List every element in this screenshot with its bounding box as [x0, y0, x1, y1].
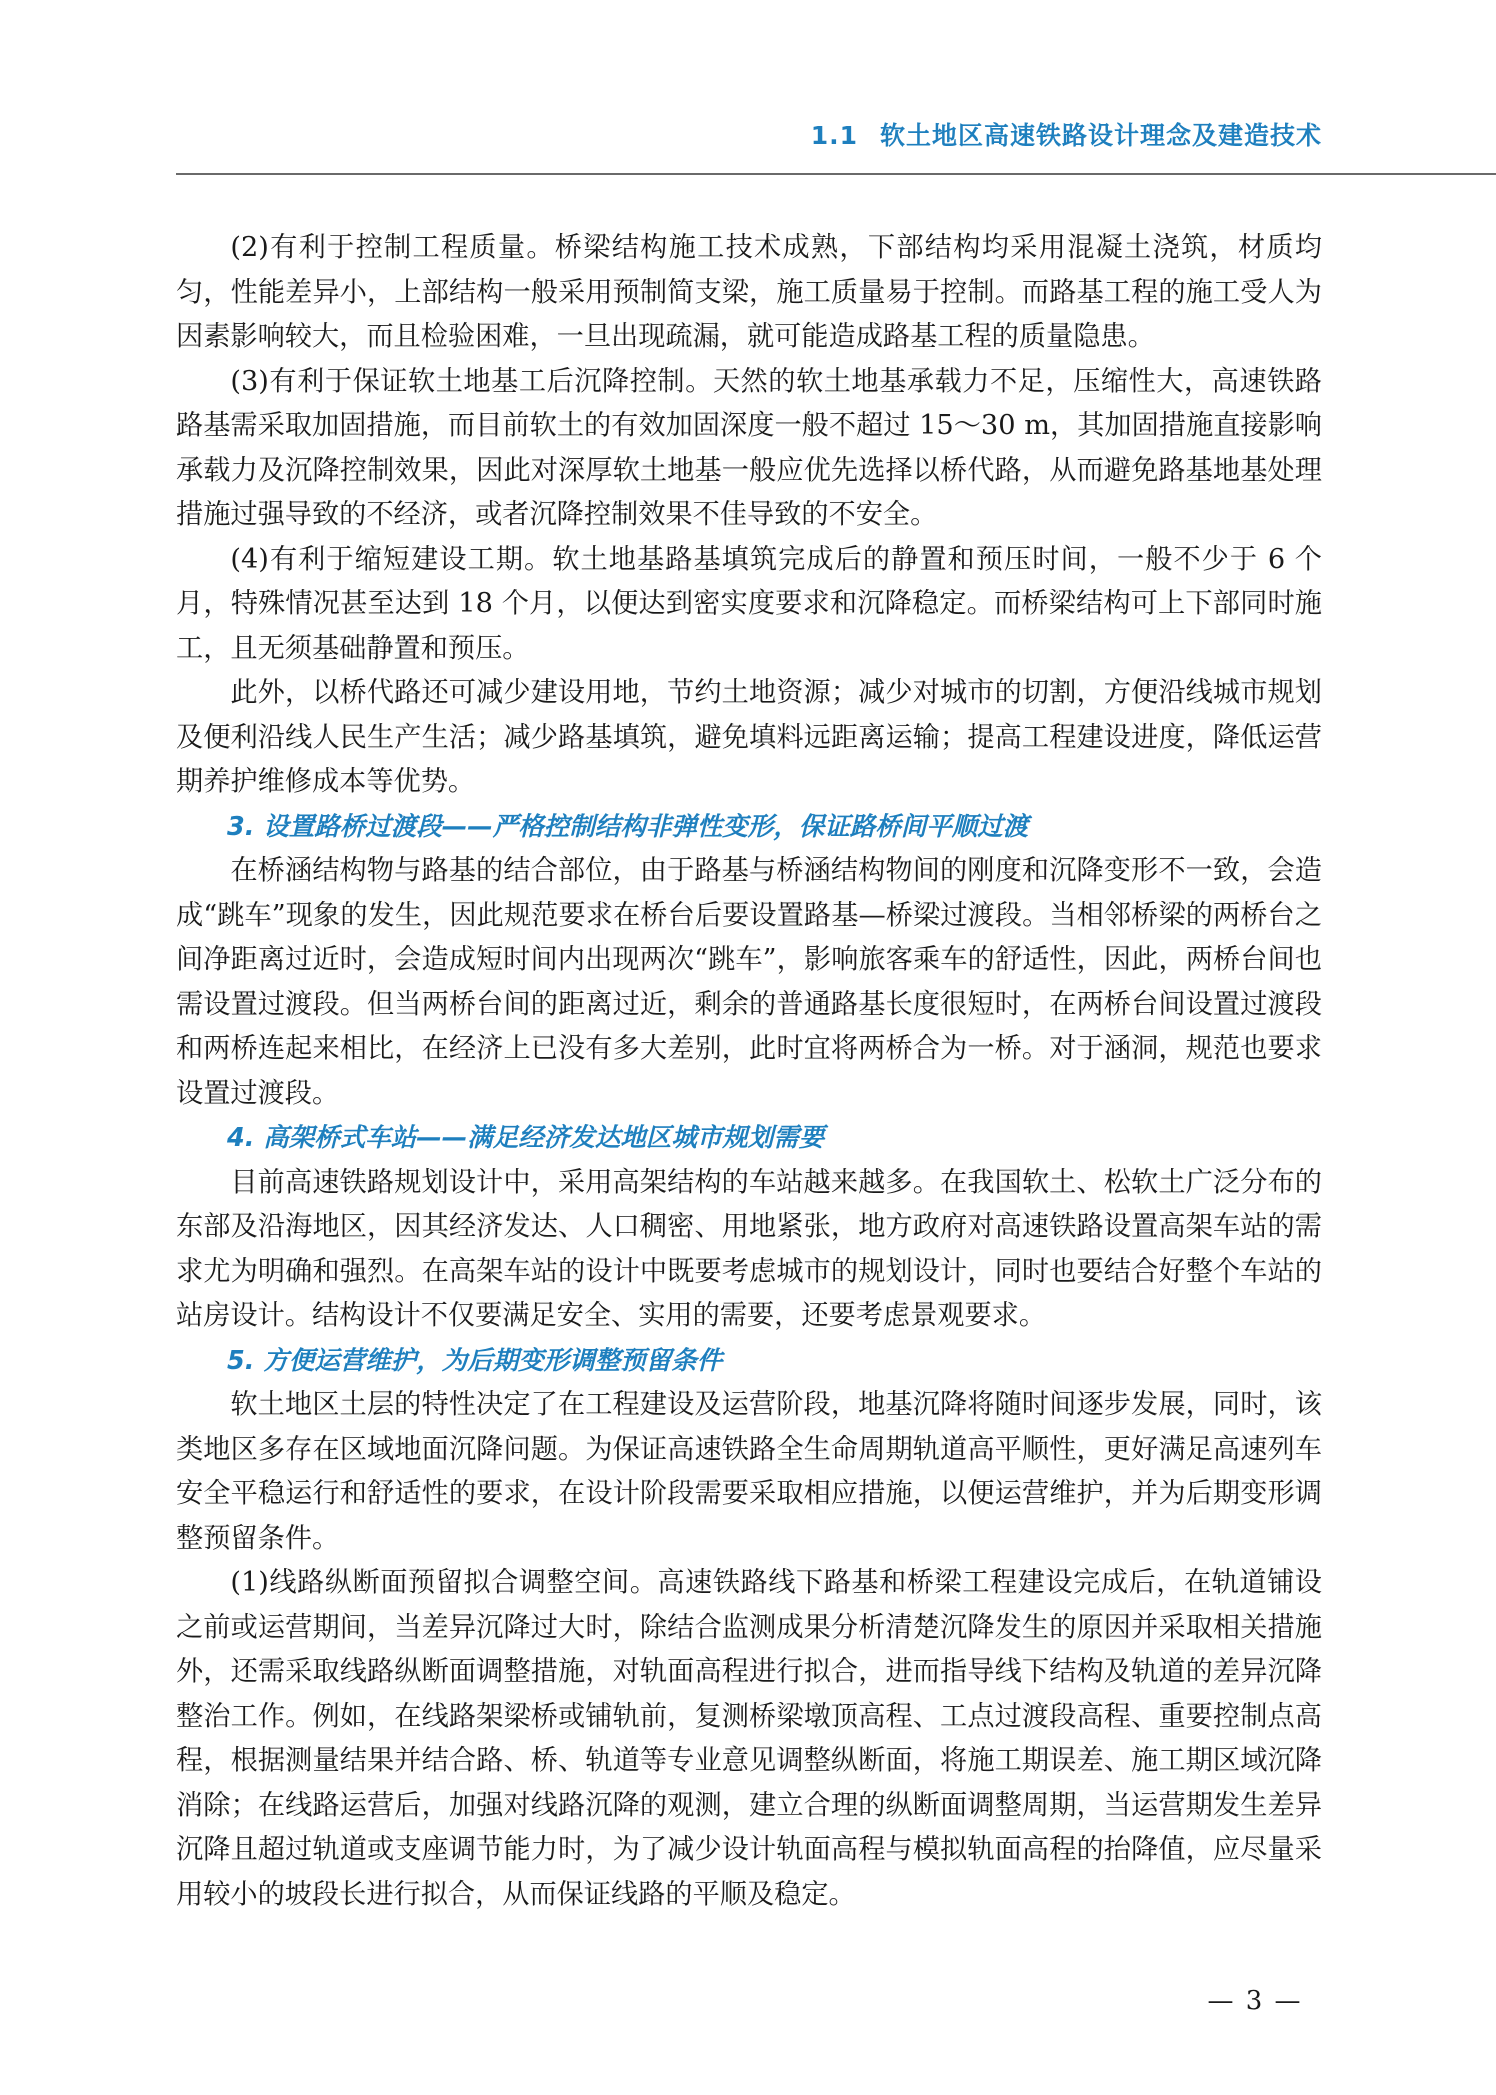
section-heading-transition: 3. 设置路桥过渡段——严格控制结构非弹性变形，保证路桥间平顺过渡 — [227, 811, 1029, 842]
paragraph-other-advantages: 此外，以桥代路还可减少建设用地，节约土地资源；减少对城市的切割，方便沿线城市规划及便利沿线人民生产生活；减少路基填筑，避免填料远距离运输；提高工程建设进度，降低运营期养护维修成本等优势。 — [176, 677, 1322, 797]
header-section-title: 软土地区高速铁路设计理念及建造技术 — [879, 121, 1322, 150]
paragraph-profile-adjustment: (1)线路纵断面预留拟合调整空间。高速铁路线下路基和桥梁工程建设完成后，在轨道铺设之前或运营期间，当差异沉降过大时，除结合监测成果分析清楚沉降发生的原因并采取相关措施外，还需采取线路纵断面调整措施，对轨面高程进行拟合，进而指导线下结构及轨道的差异沉降整治工作。例如，在线路架梁桥或铺轨前，复测桥梁墩顶高程、工点过渡段高程、重要控制点高程，根据测量结果并结合路、桥、轨道等专业意见调整纵断面，将施工期误差、施工期区域沉降消除；在线路运营后，加强对线路沉降的观测，建立合理的纵断面调整周期，当运营期发生差异沉降且超过轨道或支座调节能力时，为了减少设计轨面高程与模拟轨面高程的抬降值，应尽量采用较小的坡段长进行拟合，从而保证线路的平顺及稳定。 — [176, 1567, 1322, 1910]
paragraph-engineering-quality: (2)有利于控制工程质量。桥梁结构施工技术成熟，下部结构均采用混凝土浇筑，材质均匀，性能差异小，上部结构一般采用预制简支梁，施工质量易于控制。而路基工程的施工受人为因素影响较大，而且检验困难，一旦出现疏漏，就可能造成路基工程的质量隐患。 — [176, 232, 1322, 352]
running-header — [0, 116, 1322, 152]
paragraph-maintenance: 软土地区土层的特性决定了在工程建设及运营阶段，地基沉降将随时间逐步发展，同时，该类地区多存在区域地面沉降问题。为保证高速铁路全生命周期轨道高平顺性，更好满足高速列车安全平稳运行和舒适性的要求，在设计阶段需要采取相应措施，以便运营维护，并为后期变形调整预留条件。 — [176, 1389, 1322, 1554]
page-body — [176, 226, 1322, 1917]
section-heading-maintenance: 5. 方便运营维护，为后期变形调整预留条件 — [227, 1345, 723, 1376]
paragraph-settlement-control: (3)有利于保证软土地基工后沉降控制。天然的软土地基承载力不足，压缩性大，高速铁路路基需采取加固措施，而目前软土的有效加固深度一般不超过 15～30 m，其加固措施直接影响承载力及沉降控制效果，因此对深厚软土地基一般应优先选择以桥代路，从而避免路基地基处理措施过强导致的不经济，或者沉降控制效果不佳导致的不安全。 — [176, 365, 1322, 530]
paragraph-construction-period: (4)有利于缩短建设工期。软土地基路基填筑完成后的静置和预压时间，一般不少于 6 个月，特殊情况甚至达到 18 个月，以便达到密实度要求和沉降稳定。而桥梁结构可上下部同时施工，且无须基础静置和预压。 — [176, 543, 1322, 664]
header-section-number: 1.1 — [810, 121, 858, 150]
header-rule — [176, 173, 1496, 175]
paragraph-transition-section: 在桥涵结构物与路基的结合部位，由于路基与桥涵结构物间的刚度和沉降变形不一致，会造成“跳车”现象的发生，因此规范要求在桥台后要设置路基—桥梁过渡段。当相邻桥梁的两桥台之间净距离过近时，会造成短时间内出现两次“跳车”，影响旅客乘车的舒适性，因此，两桥台间也需设置过渡段。但当两桥台间的距离过近，剩余的普通路基长度很短时，在两桥台间设置过渡段和两桥连起来相比，在经济上已没有多大差别，此时宜将两桥合为一桥。对于涵洞，规范也要求设置过渡段。 — [176, 855, 1322, 1109]
page-number: — 3 — — [1207, 1986, 1303, 2016]
section-heading-elevated-station: 4. 高架桥式车站——满足经济发达地区城市规划需要 — [227, 1123, 825, 1153]
paragraph-elevated-station: 目前高速铁路规划设计中，采用高架结构的车站越来越多。在我国软土、松软土广泛分布的东部及沿海地区，因其经济发达、人口稠密、用地紧张，地方政府对高速铁路设置高架车站的需求尤为明确和强烈。在高架车站的设计中既要考虑城市的规划设计，同时也要结合好整个车站的站房设计。结构设计不仅要满足安全、实用的需要，还要考虑景观要求。 — [176, 1166, 1322, 1331]
